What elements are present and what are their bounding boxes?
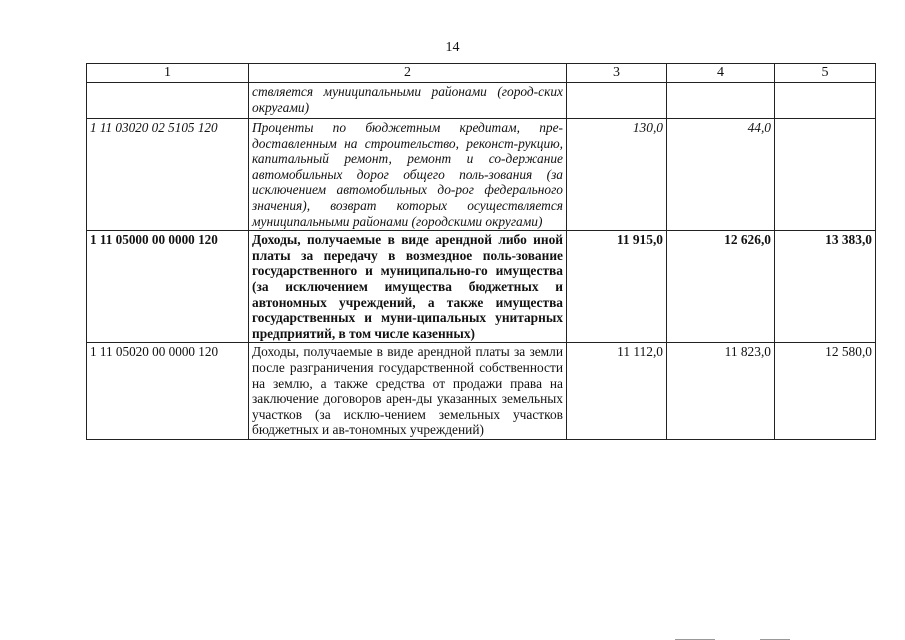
column-header-4: 4 — [667, 64, 775, 83]
row-description: Проценты по бюджетным кредитам, пре-доставленным на строительство, реконст-рукцию, капитальный ремонт, ремонт и со-держание автомобильных дорог общего поль-зования (за исключением автомобильных до-рог федерального значения), возврат которых осуществляется муниципальными районами (городскими округами) — [249, 119, 567, 231]
value-col3: 130,0 — [567, 119, 667, 231]
table-row — [87, 343, 876, 440]
budget-code — [87, 83, 249, 119]
row-description: Доходы, получаемые в виде арендной платы за земли после разграничения государственной собственности на землю, а также средства от продажи права на заключение договоров арен-ды указанных земельных участков (за исклю-чением земельных участков бюджетных и ав-тономных учреждений) — [249, 343, 567, 440]
value-col4: 12 626,0 — [667, 231, 775, 343]
value-col5: 13 383,0 — [775, 231, 876, 343]
budget-code: 1 11 03020 02 5105 120 — [87, 119, 249, 231]
value-col5 — [775, 119, 876, 231]
table-row — [87, 83, 876, 119]
table-row — [87, 119, 876, 231]
row-description: ствляется муниципальными районами (город-ских округами) — [249, 83, 567, 119]
value-col4: 44,0 — [667, 119, 775, 231]
table-header-row — [87, 64, 876, 83]
value-col4: 11 823,0 — [667, 343, 775, 440]
column-header-1: 1 — [87, 64, 249, 83]
column-header-2: 2 — [249, 64, 567, 83]
value-col3 — [567, 83, 667, 119]
table-row — [87, 231, 876, 343]
page-number: 14 — [445, 40, 460, 55]
budget-code: 1 11 05020 00 0000 120 — [87, 343, 249, 440]
value-col4 — [667, 83, 775, 119]
column-header-3: 3 — [567, 64, 667, 83]
value-col3: 11 112,0 — [567, 343, 667, 440]
column-header-5: 5 — [775, 64, 876, 83]
budget-table — [86, 63, 876, 440]
value-col5 — [775, 83, 876, 119]
row-description: Доходы, получаемые в виде арендной либо иной платы за передачу в возмездное поль-зование государственного и муниципально-го имущества (за исключением имущества бюджетных и автономных учреждений, а также имущества государственных и муни-ципальных унитарных предприятий, в том числе казенных) — [249, 231, 567, 343]
value-col3: 11 915,0 — [567, 231, 667, 343]
value-col5: 12 580,0 — [775, 343, 876, 440]
budget-code: 1 11 05000 00 0000 120 — [87, 231, 249, 343]
